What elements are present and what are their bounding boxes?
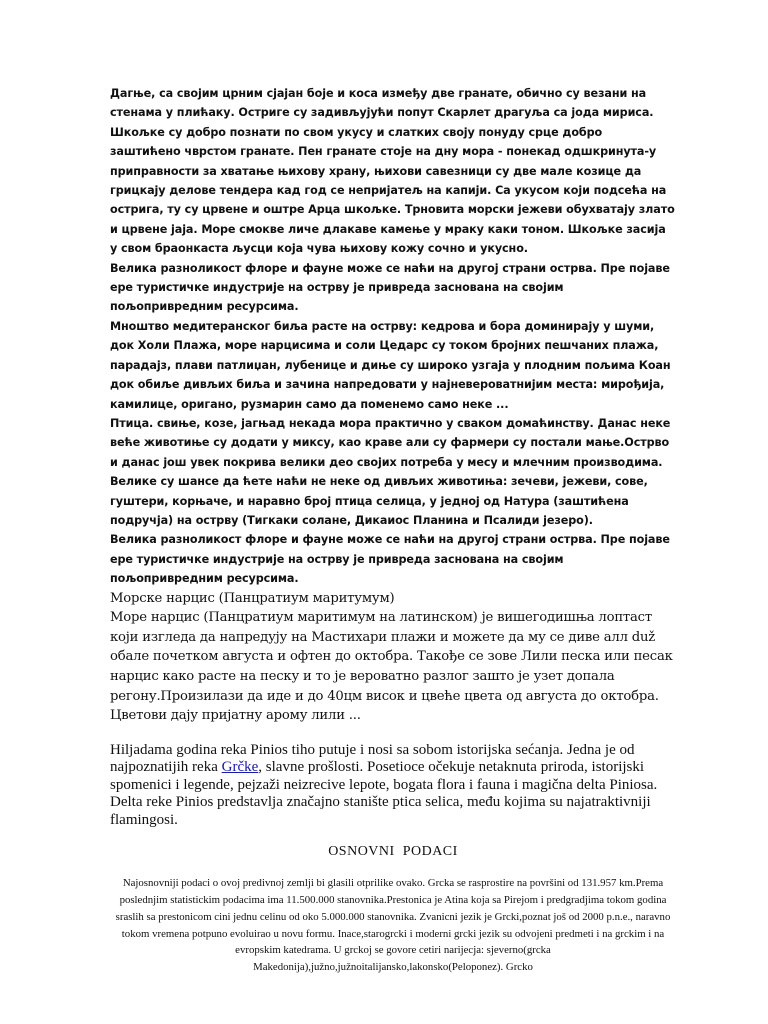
spacer xyxy=(110,861,676,875)
sea-daffodil-paragraph: Море нарцис (Панцратиум маритимум на латинском) је вишегодишња лоптаст који изгледа да напредују на Мастихари плажи и можете да му се диве алл duž обале почетком августа и офтен до октобра. Такође се зове Лили песка или песак нарцис како расте на песку и то је вероватно разлог зашто је узет допала регону.Произилази да иде и до 40цм висок и цвеће цвета од августа до октобра. Цветови дају пријатну арому лили ... xyxy=(110,610,673,724)
greece-link[interactable]: Grčke xyxy=(221,759,259,776)
bold-paragraph-flora-fauna-1: Велика разноликост флоре и фауне може се наћи на другој страни острва. Пре појаве ере туристичке индустрије на острву је привреда заснована на својим пољопривредним ресурсима. xyxy=(110,261,670,314)
pinios-paragraph xyxy=(110,742,676,830)
pinios-text-after: , slavne prošlosti. Posetioce očekuje netaknuta priroda, istorijski spomenici i legende, pejzaži neizrecive lepote, bogata flora i fauna i magična delta Piniosa. Delta reke Pinios predstavlja značajno stanište ptica selica, među kojima su najatraktivniji flamingosi. xyxy=(110,759,658,828)
document-body xyxy=(110,84,676,976)
sea-daffodil-title: Морске нарцис (Панцратиум маритумум) xyxy=(110,590,395,606)
spacer xyxy=(110,829,676,843)
bold-paragraph-flora-fauna-2: Велика разноликост флоре и фауне може се наћи на другој страни острва. Пре појаве ере туристичке индустрије на острву је привреда заснована на својим пољопривредним ресурсима. xyxy=(110,533,670,586)
bold-paragraph-livestock: Птица. свиње, козе, јагњад некада мора практично у сваком домаћинству. Данас неке веће животиње су додати у миксу, као краве али су фармери су постали мање.Острво и данас још увек покрива велики део својих потреба у месу и млечним производима. xyxy=(110,416,671,469)
bold-paragraph-wildlife: Велике су шансе да ћете наћи не неке од дивљих животиња: зечеви, јежеви, сове, гуштери, корњаче, и наравно број птица селица, у једној од Натура (заштићена подручја) на острву (Тигкаки солане, Дикаиос Планина и Псалиди језеро). xyxy=(110,475,648,527)
basic-data-paragraph: Najosnovniji podaci o ovoj predivnoj zemlji bi glasili otprilike ovako. Grcka se rasprostire na površini od 131.957 km.Prema poslednjim statistickim podacima ima 11.500.000 stanovnika.Prestonica je Atina koja sa Pirejom i predgradjima tokom godina sraslih sa prestonicom cini jednu celinu od oko 5.000.000 stanovnika. Zvanicni jezik je Grcki,poznat još od 2000 p.n.e., naravno tokom vremena potpuno evoluirao u novu formu. Inace,starogrcki i moderni grcki jezik su odvojeni predmeti i na grckim i na evropskim katedrama. U grckoj se govore cetiri narijecja: sjeverno(grcka Makedonija),južno,južnoitalijansko,lakonsko(Peloponez). Grcko xyxy=(115,877,671,974)
pinios-text-before: Hiljadama godina reka Pinios tiho putuje i nosi sa sobom istorijska sećanja. Jedna je od najpoznatijih reka xyxy=(110,741,635,776)
bold-paragraph-shellfish: Дагње, са својим црним сјајан боје и коса између две гранате, обично су везани на стенама у плићаку. Остриге су задивљујући попут Скарлет драгуља са јода мириса. Шкољке су добро познати по свом укусу и слатких своју понуду срце добро заштићено чврстом гранате. Пен гранате стоје на дну мора - понекад одшкринута-у приправности за хватање њихову храну, њихови савезници су две мале козице да грицкају делове тендера кад год се непријатељ на капији. Са укусом који подсећа на острига, ту су црвене и оштре Арца шкољке. Трновита морски јежеви обухватају злато и црвене јаја. Море смокве личе длакаве камење у мраку каки тоном. Шкољке засија у свом браонкаста љусци која чува њихову кожу сочно и укусно. xyxy=(110,87,675,256)
basic-data-heading: OSNOVNI PODACI xyxy=(328,844,458,860)
spacer xyxy=(110,726,676,742)
bold-paragraph-mediterranean-plants: Мноштво медитеранског биља расте на острву: кедрова и бора доминирају у шуми, док Холи Плажа, море нарцисима и соли Цедарс су током бројних пешчаних плажа, парадајз, плави патлиџан, лубенице и диње су широко узгаја у плодним пољима Коан док обиље дивљих биља и зачина напредовати у најневероватнијим места: мирођија, камилице, оригано, рузмарин само да поменемо само неке ... xyxy=(110,319,671,411)
